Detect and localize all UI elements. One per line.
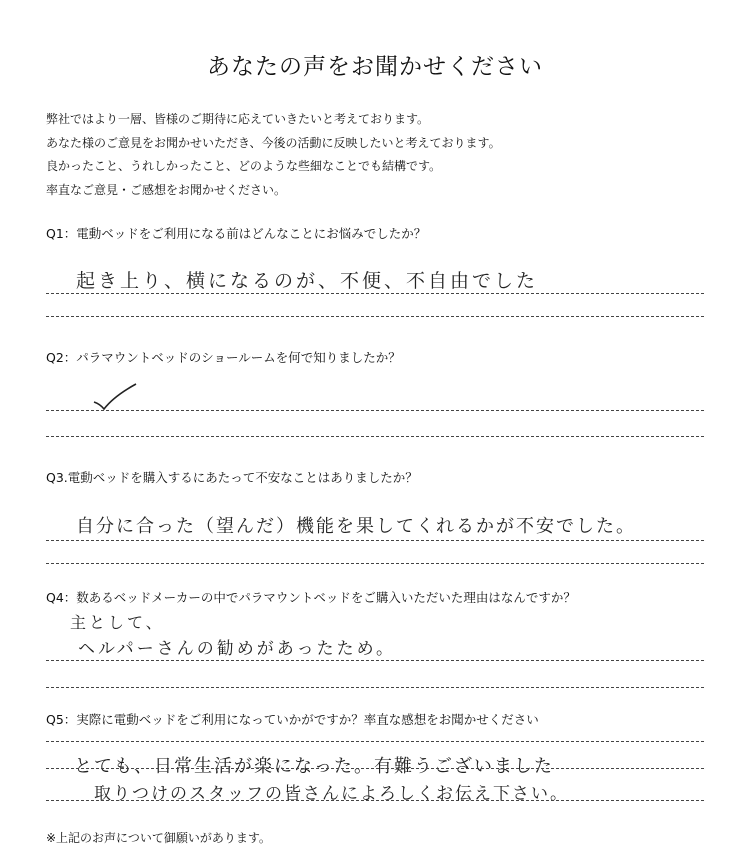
answer-line [46,293,704,294]
answer-1: 起き上り、横になるのが、不便、不自由でした [76,270,539,292]
answer-line [46,316,704,317]
intro-text [46,108,501,202]
answer-line [46,741,704,742]
answer-line [46,768,704,769]
intro-line: あなた様のご意見をお聞かせいただき、今後の活動に反映したいと考えております。 [46,135,501,150]
answer-line [46,540,704,541]
answer-line [46,660,704,661]
answer-line [46,563,704,564]
answer-line [46,800,704,801]
answer-4-line-1: 主として、 [70,613,165,632]
answer-line [46,410,704,411]
question-3: Q3.電動ベッドを購入するにあたって不安なことはありましたか？ [46,470,418,485]
intro-line: 良かったこと、うれしかったこと、どのような些細なことでも結構です。 [46,159,442,173]
question-5: Q5：実際に電動ベッドをご利用になっていかがですか？率直な感想をお聞かせください [46,712,539,727]
footer-note: ※上記のお声について御願いがあります。 [46,831,271,845]
answer-5-line-2: 取りつけのスタッフの皆さんによろしくお伝え下さい。 [94,784,569,804]
question-2: Q2：パラマウントベッドのショールームを何で知りましたか？ [46,350,401,365]
question-4: Q4：数あるベッドメーカーの中でパラマウントベッドをご購入いただいた理由はなんですか？ [46,590,576,605]
answer-3: 自分に合った（望んだ）機能を果してくれるかが不安でした。 [76,516,636,537]
check-mark-icon [90,382,140,412]
answer-line [46,687,704,688]
intro-line: 率直なご意見・ご感想をお聞かせください。 [46,182,287,197]
answer-line [46,436,704,437]
question-1: Q1：電動ベッドをご利用になる前はどんなことにお悩みでしたか？ [46,226,427,241]
answer-5-line-1: とても、日常生活が楽になった。有難うございました [74,756,554,777]
intro-line: 弊社ではより一層、皆様のご期待に応えていきたいと考えております。 [46,112,430,126]
answer-4-line-2: ヘルパーさんの勧めがあったため。 [78,639,396,659]
page-title: あなたの声をお聞かせください [207,54,543,80]
